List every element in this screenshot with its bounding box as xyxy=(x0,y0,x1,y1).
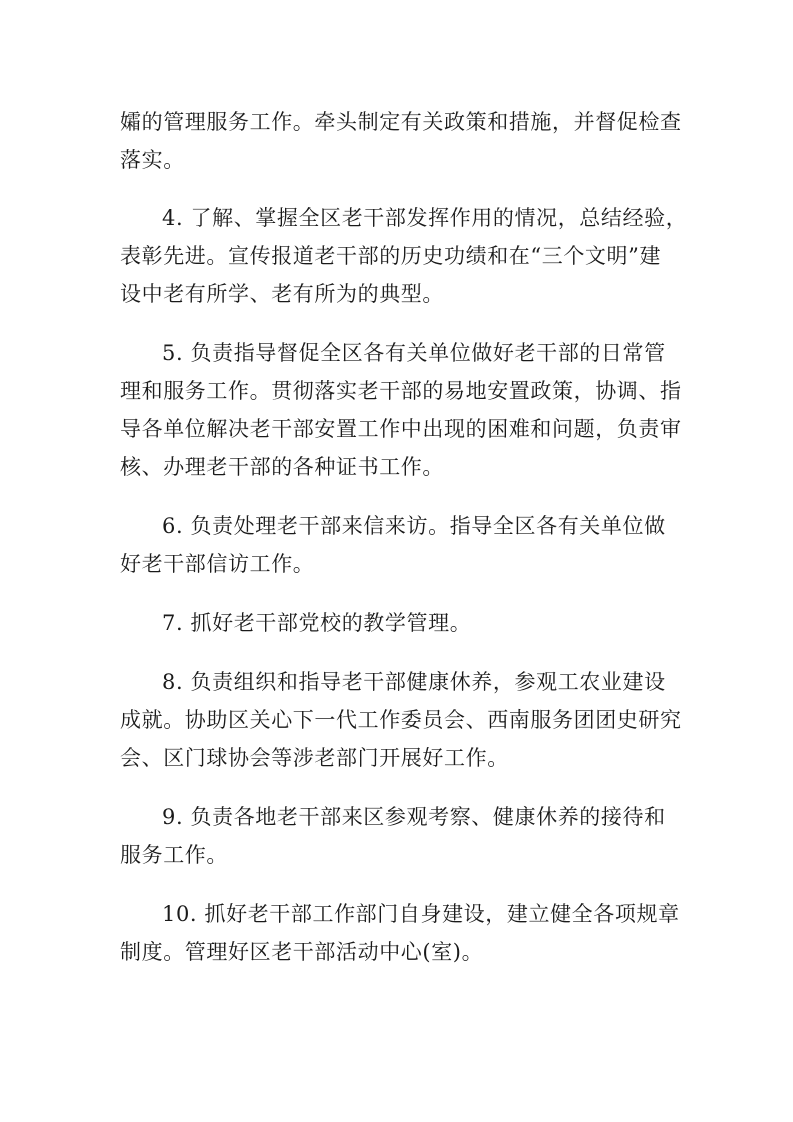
text-line: 理和服务工作。贯彻落实老干部的易地安置政策，协调、指 xyxy=(120,379,682,403)
text-line: 孀的管理服务工作。牵头制定有关政策和措施，并督促检查 xyxy=(120,110,682,134)
text-line: 服务工作。 xyxy=(120,843,228,867)
text-line: 制度。管理好区老干部活动中心(室)。 xyxy=(120,940,484,964)
text-line: 7. 抓好老干部党校的教学管理。 xyxy=(162,611,472,635)
text-line: 设中老有所学、老有所为的典型。 xyxy=(120,282,444,306)
text-line: 好老干部信访工作。 xyxy=(120,552,315,576)
text-line: 9. 负责各地老干部来区参观考察、健康休养的接待和 xyxy=(162,805,666,829)
text-line: 会、区门球协会等涉老部门开展好工作。 xyxy=(120,746,509,770)
text-line: 导各单位解决老干部安置工作中出现的困难和问题，负责审 xyxy=(120,417,682,441)
text-line: 4. 了解、掌握全区老干部发挥作用的情况，总结经验， xyxy=(162,206,688,230)
text-line: 5. 负责指导督促全区各有关单位做好老干部的日常管 xyxy=(162,341,666,365)
text-line: 核、办理老干部的各种证书工作。 xyxy=(120,455,444,479)
text-line: 落实。 xyxy=(120,148,185,172)
text-line: 10. 抓好老干部工作部门自身建设，建立健全各项规章 xyxy=(162,902,680,926)
text-line: 8. 负责组织和指导老干部健康休养，参观工农业建设 xyxy=(162,670,666,694)
text-line: 6. 负责处理老干部来信来访。指导全区各有关单位做 xyxy=(162,514,666,538)
text-line: 成就。协助区关心下一代工作委员会、西南服务团团史研究 xyxy=(120,708,682,732)
text-line: 表彰先进。宣传报道老干部的历史功绩和在“三个文明”建 xyxy=(120,244,662,268)
